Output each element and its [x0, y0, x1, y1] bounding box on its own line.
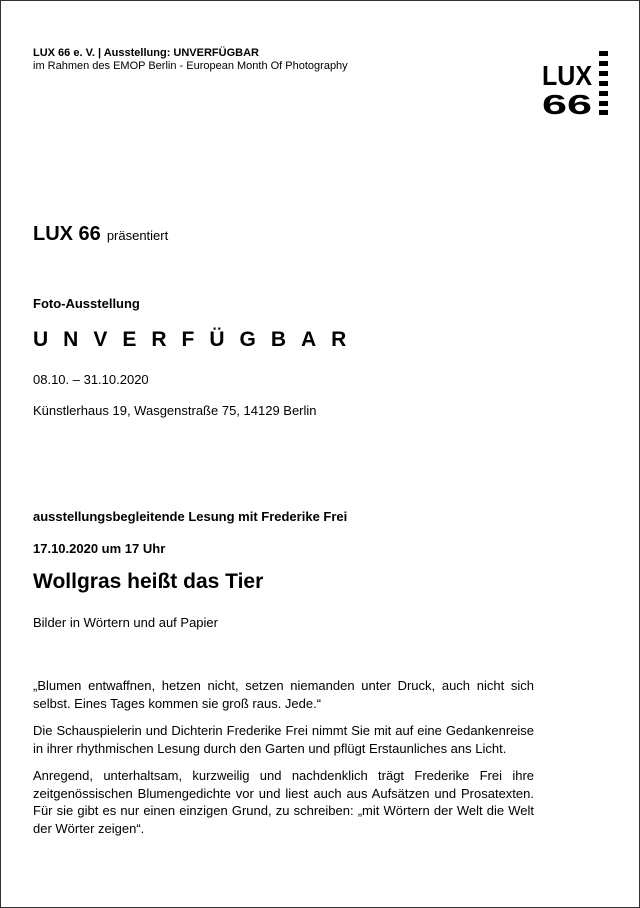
description-paragraph: Anregend, unterhaltsam, kurzweilig und nachdenklich trägt Frederike Frei ihre zeitgenössischen Blumengedichte vor und liest auch aus Aufsätzen und Prosatexten. Für sie gibt es nur einen einzigen Grund, zu schreiben: „mit Wörtern der Welt die Welt der Wörter zeigen“.: [33, 768, 534, 836]
description-text: [33, 677, 534, 847]
reading-label: ausstellungsbegleitende Lesung mit Frederike Frei: [33, 509, 348, 524]
film-strip-icon: [599, 51, 608, 115]
presenter-verb: präsentiert: [106, 228, 169, 243]
quote-paragraph: „Blumen entwaffnen, hetzen nicht, setzen niemanden unter Druck, auch nicht sich selbst. Eines Tages kommen sie groß raus. Jede.“: [33, 678, 534, 711]
presenter-name: LUX 66: [33, 223, 101, 245]
logo-text-bottom: 66: [542, 89, 592, 115]
header-context-line: im Rahmen des EMOP Berlin - European Month Of Photography: [33, 60, 348, 72]
exhibition-title: UNVERFÜGBAR: [33, 328, 362, 351]
header-organization-line: LUX 66 e. V. | Ausstellung: UNVERFÜGBAR: [33, 47, 259, 59]
logo-text-top: LUX: [542, 60, 593, 91]
document-header: [33, 47, 348, 73]
presenter-line: [33, 223, 168, 246]
reading-datetime: 17.10.2020 um 17 Uhr: [33, 541, 166, 556]
lux66-logo: [542, 51, 612, 115]
exhibition-dates: 08.10. – 31.10.2020: [33, 372, 149, 387]
reading-subtitle: Bilder in Wörtern und auf Papier: [33, 615, 218, 630]
exhibition-venue: Künstlerhaus 19, Wasgenstraße 75, 14129 Berlin: [33, 403, 317, 418]
description-paragraph: Die Schauspielerin und Dichterin Frederike Frei nimmt Sie mit auf eine Gedankenreise in ihrer rhythmischen Lesung durch den Garten und pflügt Erstaunliches ans Licht.: [33, 723, 534, 756]
exhibition-label: Foto-Ausstellung: [33, 296, 140, 311]
reading-title: Wollgras heißt das Tier: [33, 570, 264, 593]
